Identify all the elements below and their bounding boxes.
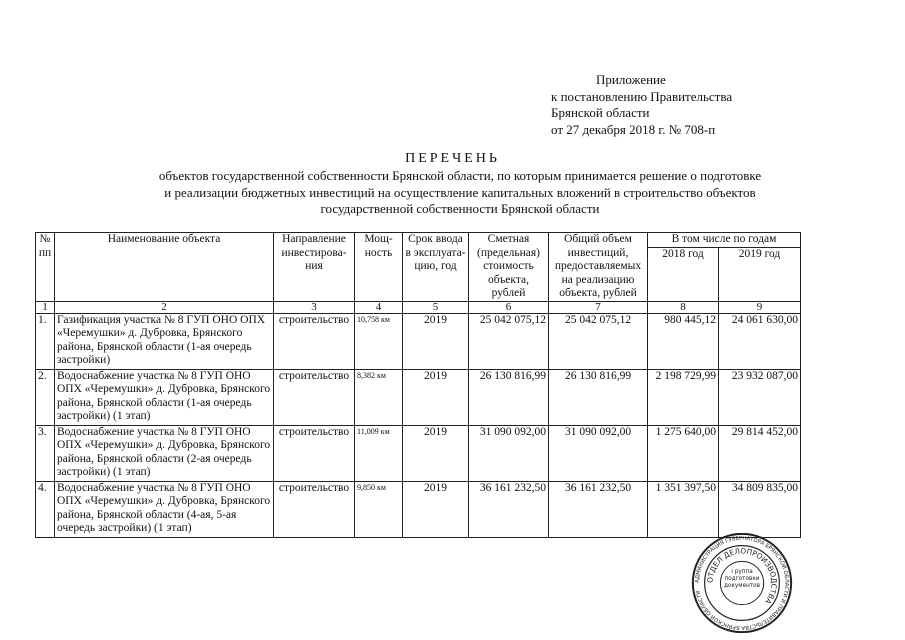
row-capacity: 10,758 км [355,313,403,369]
office-stamp [683,533,801,633]
document-subtitle [60,168,860,218]
row-2018: 980 445,12 [648,313,719,369]
row-2019: 29 814 452,00 [719,425,801,481]
row-direction: строительство [274,481,355,537]
col-number: 7 [549,301,648,313]
row-2018: 2 198 729,99 [648,369,719,425]
header-by-years: В том числе по годам [648,233,801,248]
header-2018: 2018 год [648,247,719,301]
col-number: 9 [719,301,801,313]
row-capacity: 9,850 км [355,481,403,537]
row-term: 2019 [403,313,469,369]
table-row [36,481,801,537]
stamp-dept-text: ОТДЕЛ ДЕЛОПРОИЗВОДСТВА [705,546,779,606]
row-num: 3. [36,425,55,481]
row-name: Газификация участка № 8 ГУП ОНО ОПХ «Черемушки» д. Дубровка, Брянского района, Брянской области (1-ая очередь застройки) [55,313,274,369]
subtitle-line-1: объектов государственной собственности Брянской области, по которым принимается решение о подготовке [158,168,762,183]
header-term: Срок ввода в эксплуата-цию, год [403,233,469,302]
col-number: 3 [274,301,355,313]
header-num: № пп [36,233,55,302]
row-total: 36 161 232,50 [549,481,648,537]
row-direction: строительство [274,425,355,481]
row-name: Водоснабжение участка № 8 ГУП ОНО ОПХ «Черемушки» д. Дубровка, Брянского района, Брянской области (2-ая очередь застройки) (1 этап) [55,425,274,481]
header-total: Общий объем инвестиций, предоставляемых на реализацию объекта, рублей [549,233,648,302]
row-2019: 23 932 087,00 [719,369,801,425]
row-direction: строительство [274,313,355,369]
row-total: 25 042 075,12 [549,313,648,369]
col-number: 6 [469,301,549,313]
row-2019: 34 809 835,00 [719,481,801,537]
row-estimate: 36 161 232,50 [469,481,549,537]
column-numbers-row [36,301,801,313]
header-capacity: Мощ-ность [355,233,403,302]
row-total: 26 130 816,99 [549,369,648,425]
appendix-line-4: от 27 декабря 2018 г. № 708-п [551,121,716,137]
row-2018: 1 351 397,50 [648,481,719,537]
appendix-line-2: к постановлению Правительства [551,88,733,104]
row-direction: строительство [274,369,355,425]
row-name: Водоснабжение участка № 8 ГУП ОНО ОПХ «Черемушки» д. Дубровка, Брянского района, Брянской области (4-ая, 5-ая очередь застройки) (1 этап) [55,481,274,537]
objects-table [35,232,801,538]
col-number: 4 [355,301,403,313]
row-num: 2. [36,369,55,425]
row-capacity: 11,009 км [355,425,403,481]
subtitle-line-2: и реализации бюджетных инвестиций на осуществление капитальных вложений в строительство объектов [164,184,756,200]
appendix-line-3: Брянской области [551,105,650,120]
col-number: 2 [55,301,274,313]
row-term: 2019 [403,481,469,537]
stamp-ring-text: АДМИНИСТРАЦИЯ ГУБЕРНАТОРА БРЯНСКОЙ ОБЛАСТИ И ПРАВИТЕЛЬСТВА БРЯНСКОЙ ОБЛАСТИ [694,535,790,631]
document-title: ПЕРЕЧЕНЬ [405,151,500,166]
header-direction: Направление инвестирова-ния [274,233,355,302]
col-number: 1 [36,301,55,313]
row-num: 1. [36,313,55,369]
header-2019: 2019 год [719,247,801,301]
row-term: 2019 [403,425,469,481]
row-name: Водоснабжение участка № 8 ГУП ОНО ОПХ «Черемушки» д. Дубровка, Брянского района, Брянской области (1-ая очередь застройки) (1 этап) [55,369,274,425]
header-name: Наименование объекта [55,233,274,302]
row-estimate: 31 090 092,00 [469,425,549,481]
row-estimate: 26 130 816,99 [469,369,549,425]
row-capacity: 8,382 км [355,369,403,425]
table-row [36,313,801,369]
appendix-block [551,72,732,138]
row-total: 31 090 092,00 [549,425,648,481]
row-2019: 24 061 630,00 [719,313,801,369]
col-number: 5 [403,301,469,313]
table-row [36,425,801,481]
row-2018: 1 275 640,00 [648,425,719,481]
table-row [36,369,801,425]
row-estimate: 25 042 075,12 [469,313,549,369]
appendix-line-1: Приложение [596,72,666,87]
row-term: 2019 [403,369,469,425]
subtitle-line-3: государственной собственности Брянской области [320,201,600,216]
header-estimate: Сметная (предельная) стоимость объекта, рублей [469,233,549,302]
col-number: 8 [648,301,719,313]
row-num: 4. [36,481,55,537]
stamp-center-text: Группа подготовки документов [724,569,760,589]
